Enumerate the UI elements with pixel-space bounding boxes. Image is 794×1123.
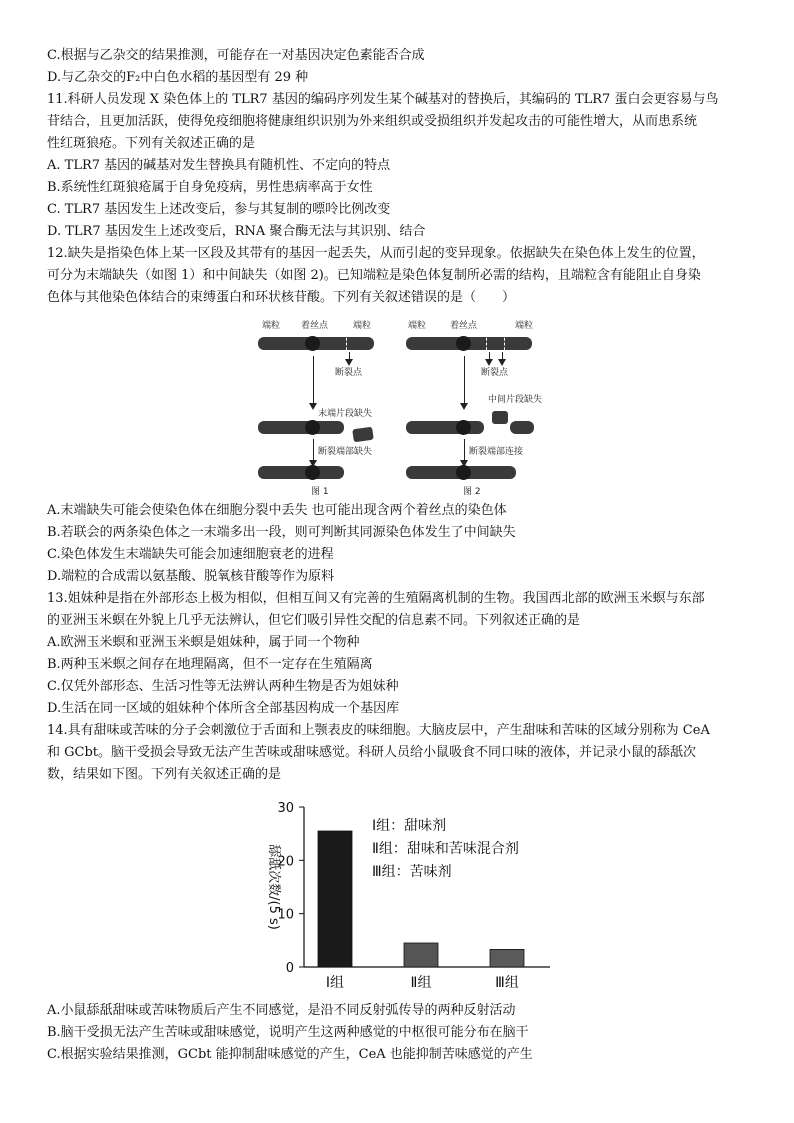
lick-count-bar-chart [250,790,560,1002]
text-line: A. TLR7 基因的碱基对发生替换具有随机性、不定向的特点 [47,158,391,173]
centromere [456,336,471,351]
text-line: 的亚洲玉米螟在外貌上几乎无法辨认，但它们吸引异性交配的信息素不同。下列叙述正确的是 [47,613,581,628]
telomere-label: 端粒 [408,321,427,331]
text-line: D.与乙杂交的F₂中白色水稻的基因型有 29 种 [47,70,309,85]
legend-entry: Ⅰ组：甜味剂 [372,818,447,834]
telomere-label: 端粒 [353,321,372,331]
text-line: C.根据与乙杂交的结果推测，可能存在一对基因决定色素能否合成 [47,48,425,63]
y-tick-label: 0 [285,961,294,976]
bar [490,949,524,967]
bar [404,943,438,967]
fig2-caption: 图 2 [463,487,481,497]
text-line: C.仅凭外部形态、生活习性等无法辨认两种生物是否为姐妹种 [47,679,399,694]
legend-entry: Ⅱ组：甜味和苦味混合剂 [372,841,519,857]
text-line: A.欧洲玉米螟和亚洲玉米螟是姐妹种，属于同一个物种 [47,635,360,650]
y-tick-label: 20 [277,854,294,870]
text-line: 可分为末端缺失（如图 1）和中间缺失（如图 2)。已知端粒是染色体复制所必需的结构，且端粒含有能阻止自身染 [47,268,701,283]
process-arrow [313,439,314,461]
end-loss-label: 断裂端部缺失 [318,447,373,457]
centromere [305,336,320,351]
break-point-label: 断裂点 [481,368,509,378]
text-line: C. TLR7 基因发生上述改变后，参与其复制的嘌呤比例改变 [47,202,391,217]
text-line: D.端粒的合成需以氨基酸、脱氧核苷酸等作为原料 [47,569,335,584]
break-arrow [502,352,503,360]
chromosome-fragment [492,411,508,424]
chromosome [258,421,344,434]
text-line: 和 GCbt。脑干受损会导致无法产生苦味或甜味感觉。科研人员给小鼠吸食不同口味的液体，并记录小鼠的舔舐次 [47,745,697,760]
text-line: 12.缺失是指染色体上某一区段及其带有的基因一起丢失，从而引起的变异现象。依据缺失在染色体上发生的位置， [47,246,705,261]
chromosome [406,421,484,434]
text-line: 色体与其他染色体结合的束缚蛋白和环状核苷酸。下列有关叙述错误的是（ ） [47,290,516,305]
y-tick-label: 30 [277,801,294,816]
break-mark [486,333,487,355]
end-join-label: 断裂端部连接 [469,447,524,457]
centromere [305,420,320,435]
text-line: B.脑干受损无法产生苦味或甜味感觉，说明产生这两种感觉的中枢很可能分布在脑干 [47,1025,529,1040]
break-arrow [489,352,490,360]
break-mark [504,333,505,355]
text-line: A.末端缺失可能会使染色体在细胞分裂中丢失 也可能出现含两个着丝点的染色体 [47,503,507,518]
break-point-label: 断裂点 [335,368,363,378]
text-line: B.两种玉米螟之间存在地理隔离，但不一定存在生殖隔离 [47,657,373,672]
text-line: D.生活在同一区域的姐妹种个体所含全部基因构成一个基因库 [47,701,400,716]
text-line: 11.科研人员发现 X 染色体上的 TLR7 基因的编码序列发生某个碱基对的替换后，其编码的 TLR7 蛋白会更容易与鸟 [47,92,719,107]
bar [318,831,352,967]
text-line: 14.具有甜味或苦味的分子会刺激位于舌面和上颚表皮的味细胞。大脑皮层中，产生甜味和苦味的区域分别称为 CeA [47,723,710,738]
x-tick-label: Ⅲ组 [495,975,519,991]
legend-entry: Ⅲ组：苦味剂 [372,864,452,880]
process-arrow [464,439,465,461]
text-line: B.若联会的两条染色体之一末端多出一段，则可判断其同源染色体发生了中间缺失 [47,525,516,540]
process-arrow [464,356,465,404]
telomere-label: 端粒 [515,321,534,331]
text-line: A.小鼠舔舐甜味或苦味物质后产生不同感觉，是沿不同反射弧传导的两种反射活动 [47,1003,516,1018]
text-line: C.染色体发生末端缺失可能会加速细胞衰老的进程 [47,547,334,562]
centromere [305,465,320,480]
middle-loss-label: 中间片段缺失 [488,395,543,405]
text-line: D. TLR7 基因发生上述改变后，RNA 聚合酶无法与其识别、结合 [47,224,426,239]
chromosome [510,421,534,434]
centromere [456,420,471,435]
y-tick-label: 10 [277,907,294,923]
chromosome [258,466,344,479]
x-tick-label: Ⅰ组 [325,975,345,991]
text-line: 苷结合，且更加活跃，使得免疫细胞将健康组织识别为外来组织或受损组织并发起攻击的可能性增大，从而患系统 [47,114,698,129]
terminal-loss-label: 末端片段缺失 [318,409,373,419]
text-line: 数，结果如下图。下列有关叙述正确的是 [47,767,282,782]
telomere-label: 端粒 [262,321,281,331]
fig1-caption: 图 1 [311,487,329,497]
break-arrow [349,352,350,360]
chromosome-fragment [352,427,374,443]
centromere-label: 着丝点 [301,321,329,331]
x-tick-label: Ⅱ组 [410,975,432,991]
y-axis-label: 舔舐次数/(5 s) [266,844,281,930]
process-arrow [313,356,314,404]
text-line: B.系统性红斑狼疮属于自身免疫病，男性患病率高于女性 [47,180,373,195]
break-mark [346,333,347,355]
text-line: 性红斑狼疮。下列有关叙述正确的是 [47,136,256,151]
centromere-label: 着丝点 [450,321,478,331]
text-line: 13.姐妹种是指在外部形态上极为相似，但相互间又有完善的生殖隔离机制的生物。我国西北部的欧洲玉米螟与东部 [47,591,705,606]
centromere [456,465,471,480]
text-line: C.根据实验结果推测，GCbt 能抑制甜味感觉的产生，CeA 也能抑制苦味感觉的产生 [47,1047,533,1062]
